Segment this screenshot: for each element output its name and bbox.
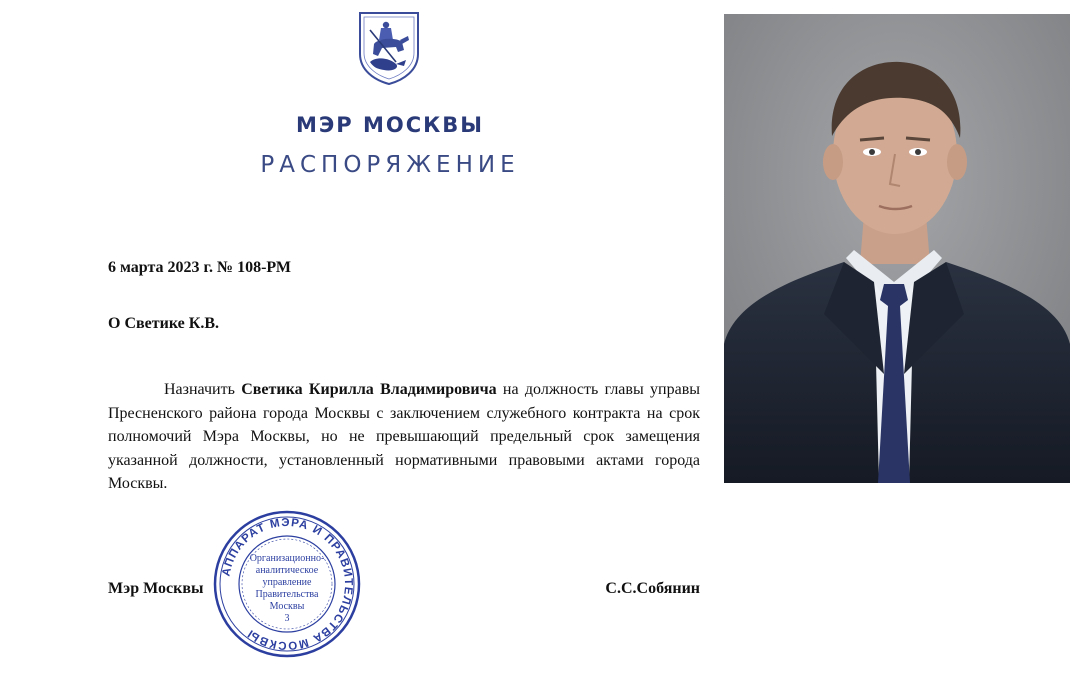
body-text-end: на должность главы управы Пресненского района города Москвы с заключением служебного контракта на срок полномочий Мэра Москвы, но не превышающий предельный срок замещения указанной должности, установленный нормативными правовыми актами города Москвы. xyxy=(108,381,700,492)
stamp-line: управление xyxy=(262,577,312,588)
moscow-coat-of-arms-icon xyxy=(356,10,422,86)
stamp-line: аналитическое xyxy=(255,565,319,576)
stamp-line: Москвы xyxy=(269,601,305,612)
portrait-photo xyxy=(724,14,1070,483)
document-type-heading: РАСПОРЯЖЕНИЕ xyxy=(260,152,520,178)
stamp-line: Правительства xyxy=(255,589,319,600)
stamp-inner-text xyxy=(247,553,327,625)
stamp-line: Организационно- xyxy=(249,553,325,564)
signature-name: С.С.Собянин xyxy=(605,580,700,597)
mayor-heading: МЭР МОСКВЫ xyxy=(295,113,485,137)
body-text-start: Назначить xyxy=(164,381,242,398)
stamp-ring-text: АППАРАТ МЭРА И ПРАВИТЕЛЬСТВА МОСКВЫ xyxy=(220,516,355,652)
document-subject: О Светике К.В. xyxy=(108,315,220,332)
stamp-number: 3 xyxy=(284,613,290,624)
appointee-name: Светика Кирилла Владимировича xyxy=(241,381,497,398)
document-date-number: 6 марта 2023 г. № 108-РМ xyxy=(108,259,291,276)
document-body xyxy=(108,378,700,496)
signature-title: Мэр Москвы xyxy=(108,580,204,597)
